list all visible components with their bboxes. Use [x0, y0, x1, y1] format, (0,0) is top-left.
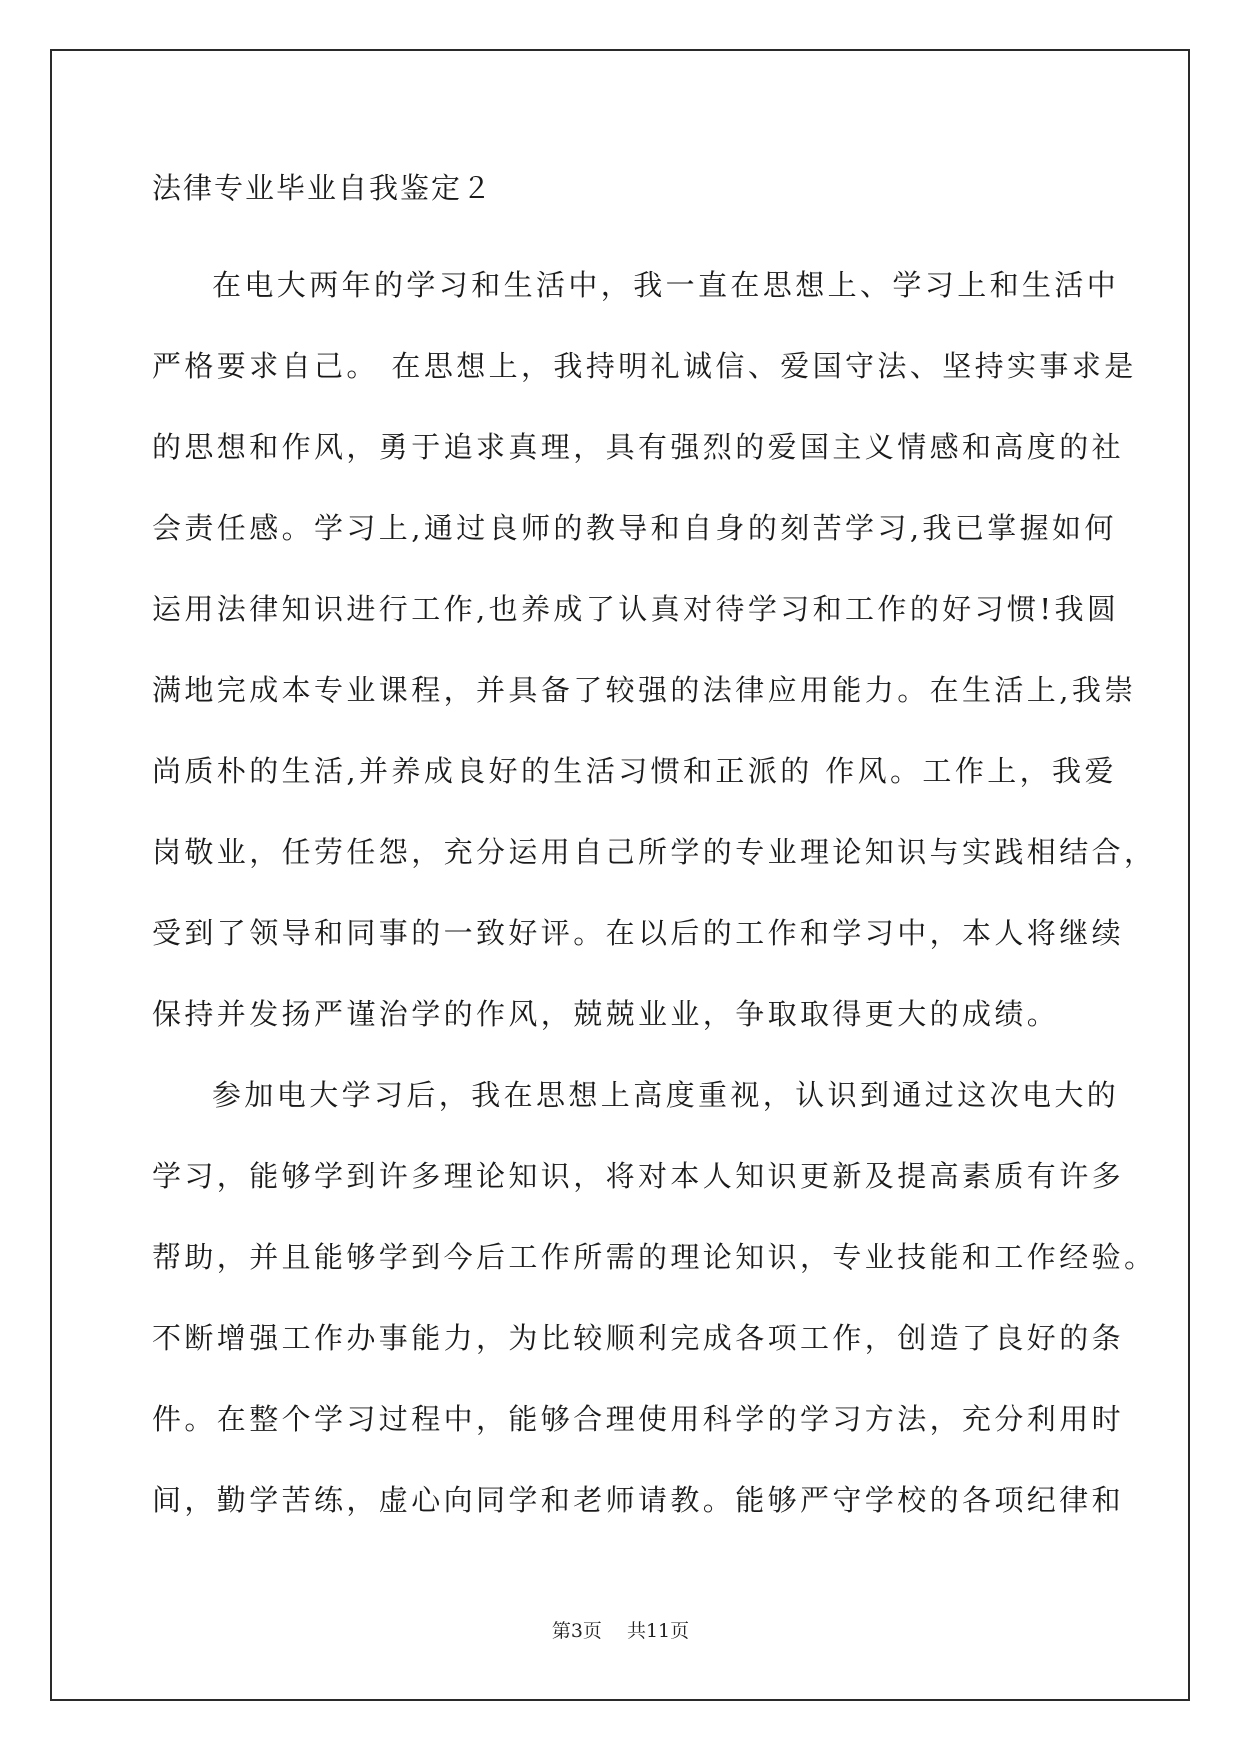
paragraph-line: 件。在整个学习过程中，能够合理使用科学的学习方法，充分利用时: [152, 1402, 1125, 1436]
page-number: 第3页 共11页: [551, 1620, 690, 1642]
paragraph-line: 严格要求自己。 在思想上，我持明礼诚信、爱国守法、坚持实事求是: [152, 349, 1137, 383]
paragraph-line: 受到了领导和同事的一致好评。在以后的工作和学习中，本人将继续: [152, 916, 1125, 950]
paragraph-line: 不断增强工作办事能力，为比较顺利完成各项工作，创造了良好的条: [152, 1321, 1125, 1355]
document-title: 法律专业毕业自我鉴定２: [152, 171, 494, 205]
paragraph-line: 学习，能够学到许多理论知识，将对本人知识更新及提高素质有许多: [152, 1159, 1125, 1193]
paragraph-line: 帮助，并且能够学到今后工作所需的理论知识，专业技能和工作经验。: [152, 1240, 1157, 1274]
paragraph-line: 会责任感。学习上,通过良师的教导和自身的刻苦学习,我已掌握如何: [152, 511, 1117, 545]
page-footer: [0, 1618, 1241, 1644]
paragraph-line: 满地完成本专业课程，并具备了较强的法律应用能力。在生活上,我崇: [152, 673, 1137, 707]
paragraph-line: 在电大两年的学习和生活中，我一直在思想上、学习上和生活中: [212, 268, 1120, 302]
paragraph-line: 尚质朴的生活,并养成良好的生活习惯和正派的 作风。工作上，我爱: [152, 754, 1117, 788]
paragraph-line: 运用法律知识进行工作,也养成了认真对待学习和工作的好习惯!我圆: [152, 592, 1120, 626]
paragraph-line: 参加电大学习后，我在思想上高度重视，认识到通过这次电大的: [212, 1078, 1120, 1112]
paragraph-line: 的思想和作风，勇于追求真理，具有强烈的爱国主义情感和高度的社: [152, 430, 1125, 464]
document-body: [152, 164, 1157, 1541]
paragraph-line: 保持并发扬严谨治学的作风，兢兢业业，争取取得更大的成绩。: [152, 997, 1060, 1031]
paragraph-line: 岗敬业，任劳任怨，充分运用自己所学的专业理论知识与实践相结合，: [152, 835, 1157, 869]
paragraph-line: 间，勤学苦练，虚心向同学和老师请教。能够严守学校的各项纪律和: [152, 1483, 1125, 1517]
